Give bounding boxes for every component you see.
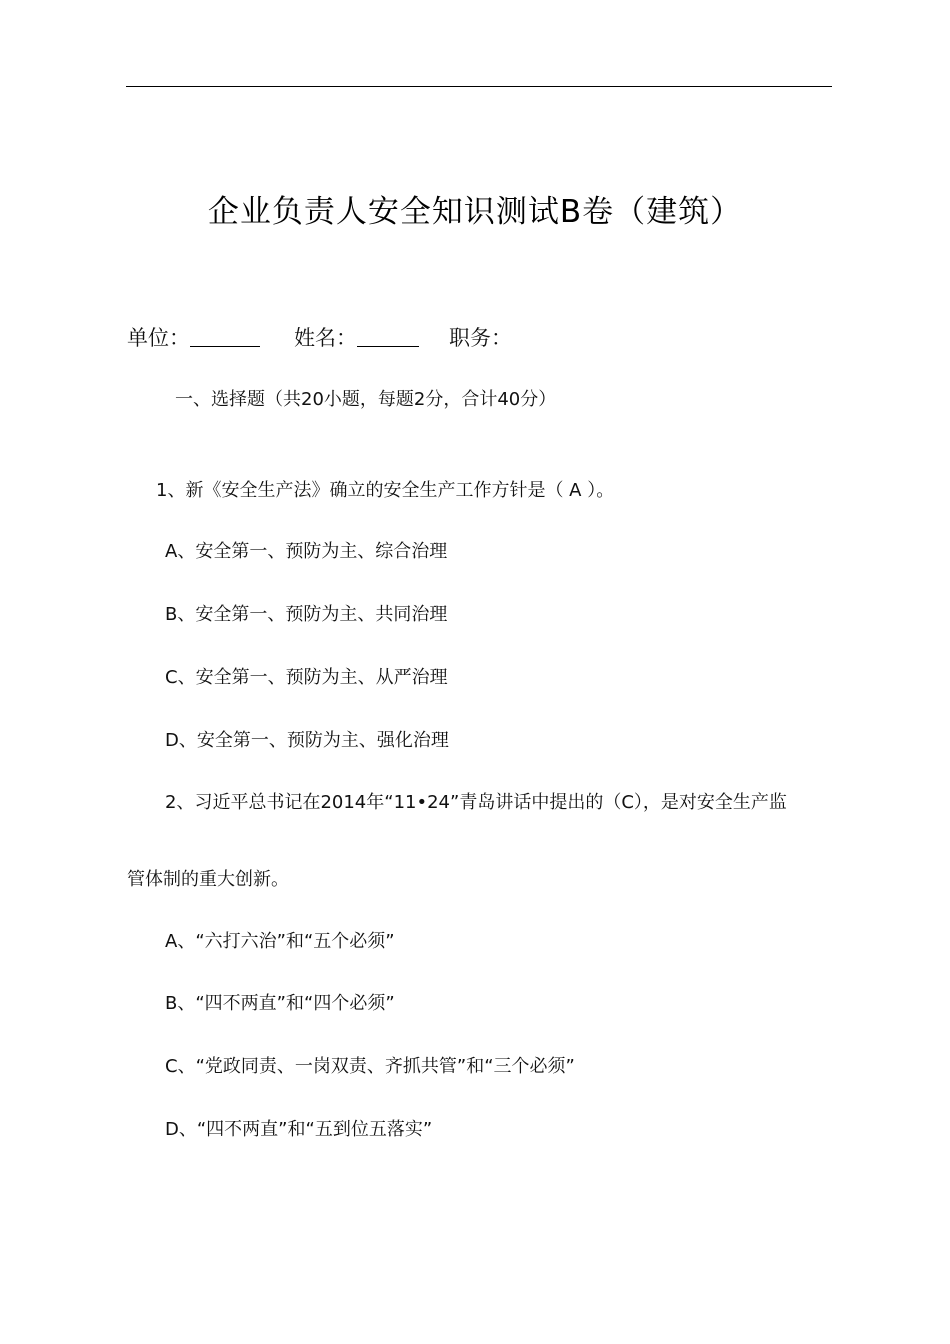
- question-2-stem-line-2: 管体制的重大创新。: [127, 869, 289, 890]
- name-label: 姓名：: [294, 326, 357, 350]
- unit-blank[interactable]: [190, 322, 260, 347]
- question-1-option-b: B、安全第一、预防为主、共同治理: [165, 604, 448, 625]
- name-blank[interactable]: [357, 322, 419, 347]
- question-1-option-d: D、安全第一、预防为主、强化治理: [165, 730, 449, 751]
- question-2-option-b: B、“四不两直”和“四个必须”: [165, 993, 395, 1014]
- question-1-option-c: C、安全第一、预防为主、从严治理: [165, 667, 448, 688]
- question-2-option-a: A、“六打六治”和“五个必须”: [165, 931, 395, 952]
- position-label: 职务：: [449, 326, 512, 350]
- question-2-option-c: C、“党政同责、一岗双责、齐抓共管”和“三个必须”: [165, 1056, 575, 1077]
- question-2-option-d: D、“四不两直”和“五到位五落实”: [165, 1119, 433, 1140]
- header-rule: [126, 86, 832, 87]
- info-line: [127, 322, 512, 354]
- unit-label: 单位：: [127, 326, 190, 350]
- question-1-option-a: A、安全第一、预防为主、综合治理: [165, 541, 448, 562]
- page-title: 企业负责人安全知识测试B卷（建筑）: [207, 194, 743, 230]
- question-2-stem-line-1: 2、习近平总书记在2014年“11•24”青岛讲话中提出的（C），是对安全生产监: [165, 792, 787, 813]
- section-heading: 一、选择题（共20小题，每题2分，合计40分）: [175, 389, 557, 410]
- question-1-stem: 1、新《安全生产法》确立的安全生产工作方针是（ A ）。: [156, 480, 615, 501]
